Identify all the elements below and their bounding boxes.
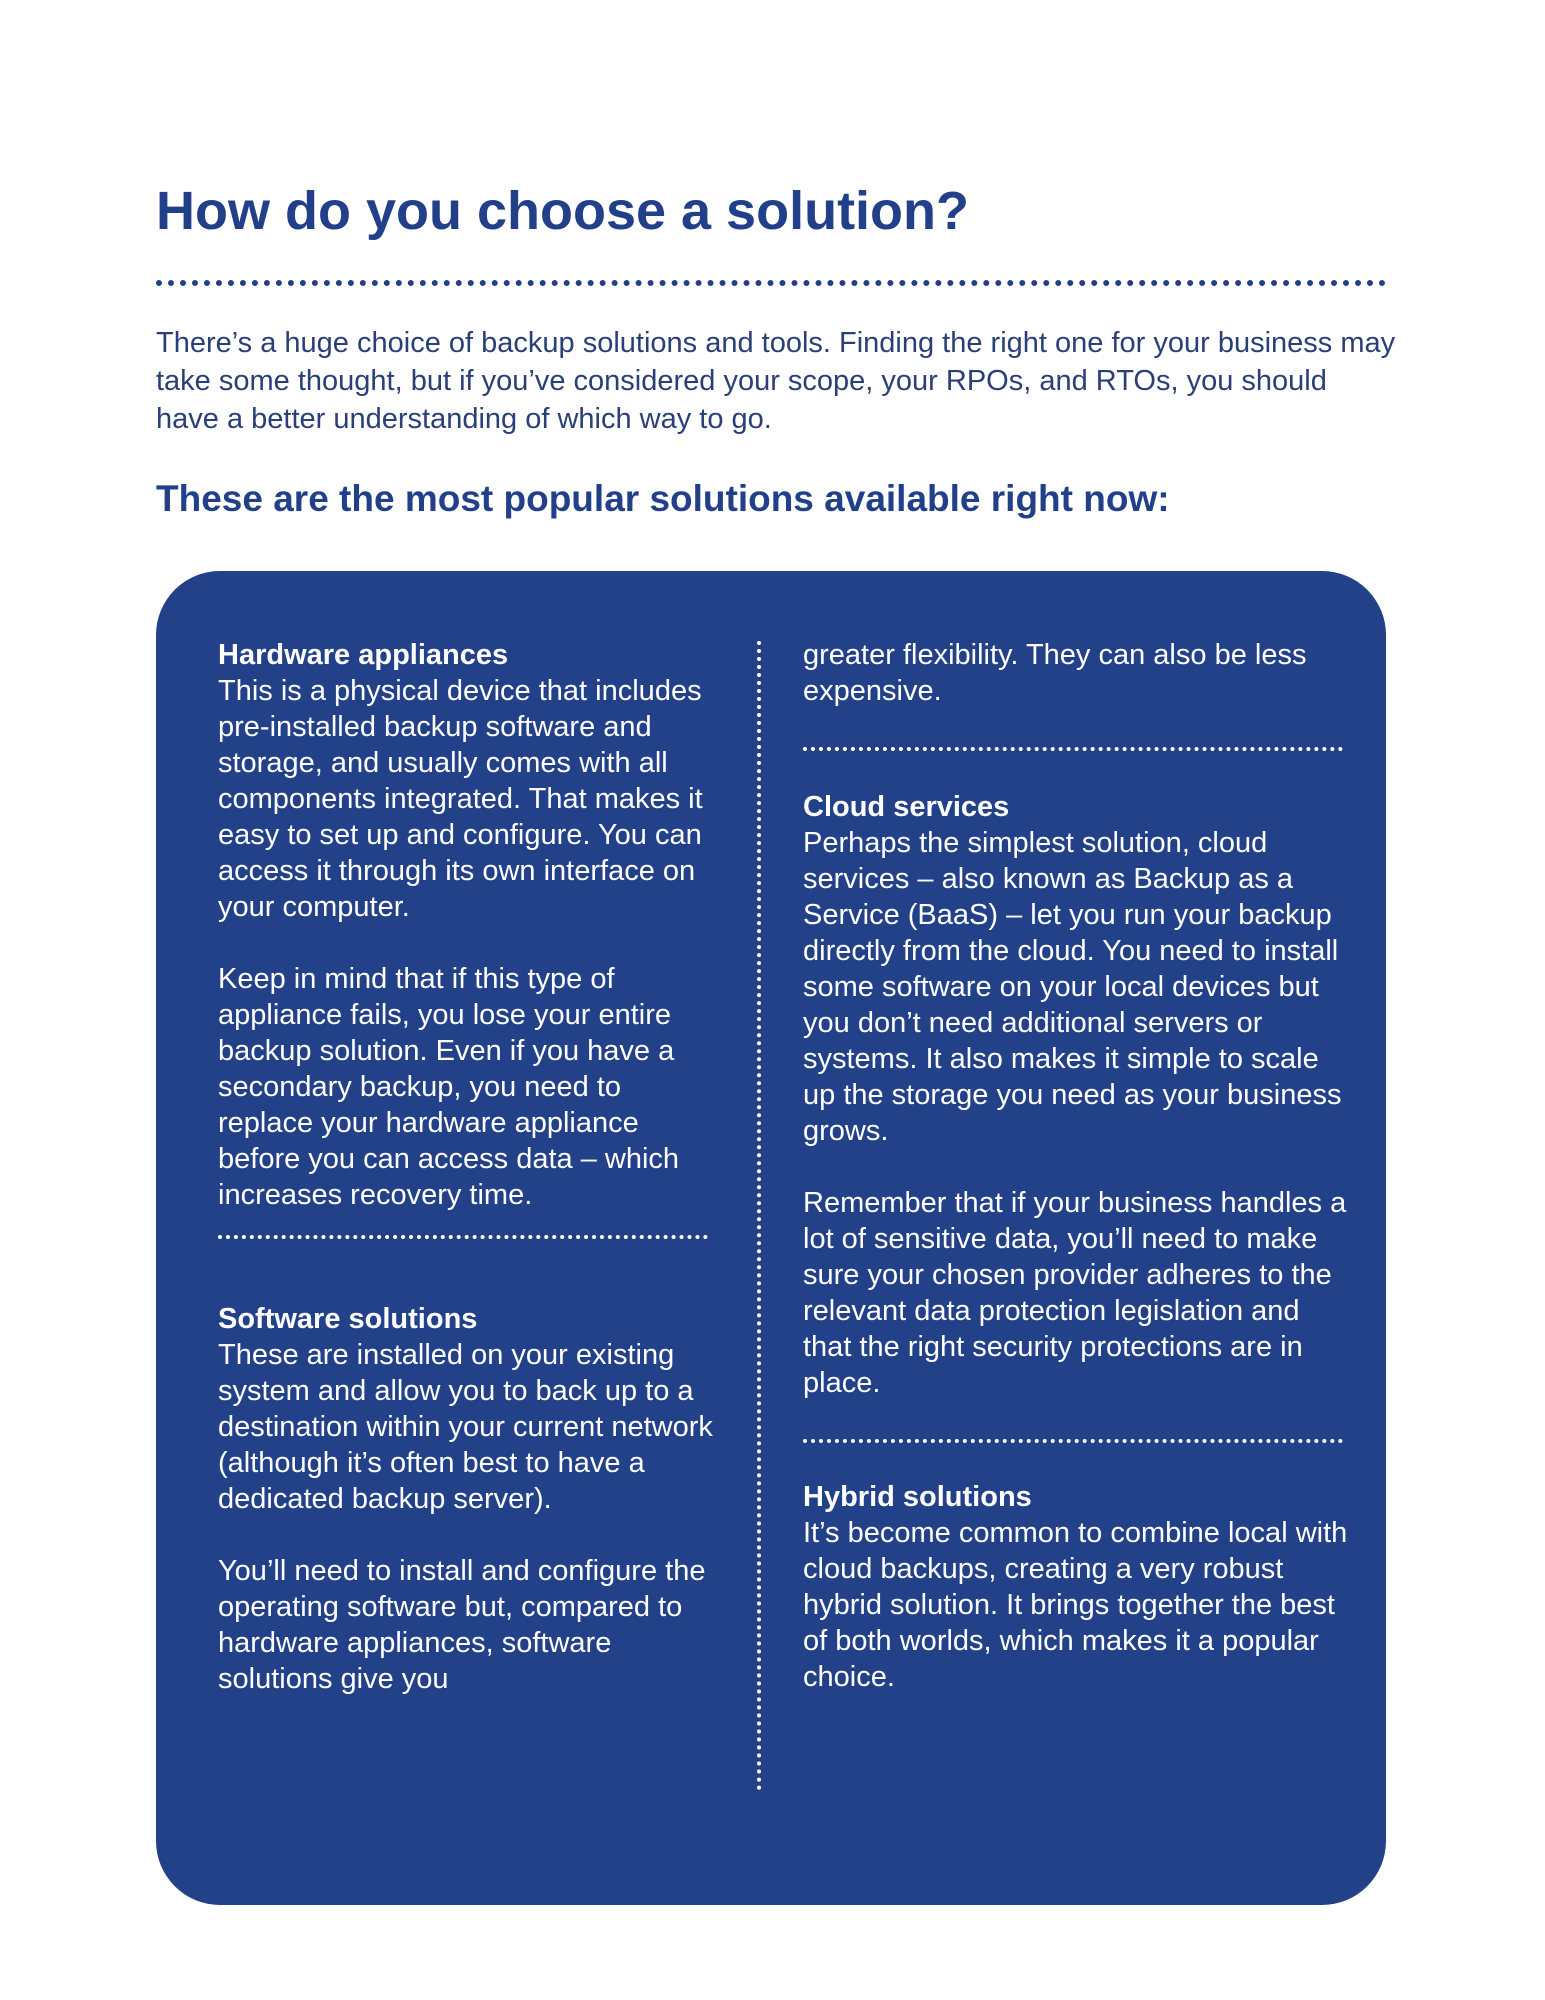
hardware-paragraph-2: Keep in mind that if this type of appliance fails, you lose your entire backup solution. Even if you have a secondary backup, you need to replace your hardware appliance before you can access data – which increases recovery time. — [218, 963, 680, 1211]
software-paragraph-2-continued: greater flexibility. They can also be less expensive. — [803, 639, 1307, 707]
hardware-title: Hardware appliances — [218, 639, 509, 671]
hybrid-section — [803, 1479, 1348, 1695]
paragraph-gap — [218, 925, 718, 961]
solutions-panel — [156, 571, 1386, 1905]
title-divider — [156, 280, 1386, 286]
cloud-section — [803, 789, 1348, 1401]
hardware-section — [218, 637, 718, 1213]
section-divider — [803, 747, 1343, 751]
software-paragraph-2: You’ll need to install and configure the operating software but, compared to hardware appliances, software solutions give you — [218, 1555, 706, 1695]
intro-paragraph: There’s a huge choice of backup solutions and tools. Finding the right one for your business may take some thought, but if you’ve considered your scope, your RPOs, and RTOs, you should have a better understanding of which way to go. — [156, 327, 1396, 435]
cloud-paragraph-2: Remember that if your business handles a lot of sensitive data, you’ll need to make sure your chosen provider adheres to the relevant data protection legislation and that the right security protections are in place. — [803, 1187, 1347, 1399]
column-divider — [757, 641, 761, 1791]
software-paragraph-1: These are installed on your existing system and allow you to back up to a destination within your current network (although it’s often best to have a dedicated backup server). — [218, 1339, 713, 1515]
software-title: Software solutions — [218, 1303, 478, 1335]
paragraph-gap — [218, 1517, 718, 1553]
cloud-title: Cloud services — [803, 791, 1010, 823]
section-subtitle: These are the most popular solutions available right now: — [156, 478, 1170, 519]
hardware-paragraph-1: This is a physical device that includes pre-installed backup software and storage, and usually comes with all components integrated. That makes it easy to set up and configure. You can access it through its own interface on your computer. — [218, 675, 703, 923]
software-section — [218, 1301, 718, 1697]
section-divider — [803, 1439, 1343, 1443]
paragraph-gap — [803, 1149, 1348, 1185]
solutions-column-left — [218, 637, 718, 1697]
page-title: How do you choose a solution? — [156, 181, 970, 241]
section-divider — [218, 1235, 708, 1239]
hybrid-paragraph-1: It’s become common to combine local with cloud backups, creating a very robust hybrid solution. It brings together the best of both worlds, which makes it a popular choice. — [803, 1517, 1348, 1693]
hybrid-title: Hybrid solutions — [803, 1481, 1032, 1513]
cloud-paragraph-1: Perhaps the simplest solution, cloud services – also known as Backup as a Service (BaaS) – let you run your backup directly from the cloud. You need to install some software on your local devices but you don’t need additional servers or systems. It also makes it simple to scale up the storage you need as your business grows. — [803, 827, 1342, 1147]
solutions-column-right — [803, 637, 1348, 1695]
